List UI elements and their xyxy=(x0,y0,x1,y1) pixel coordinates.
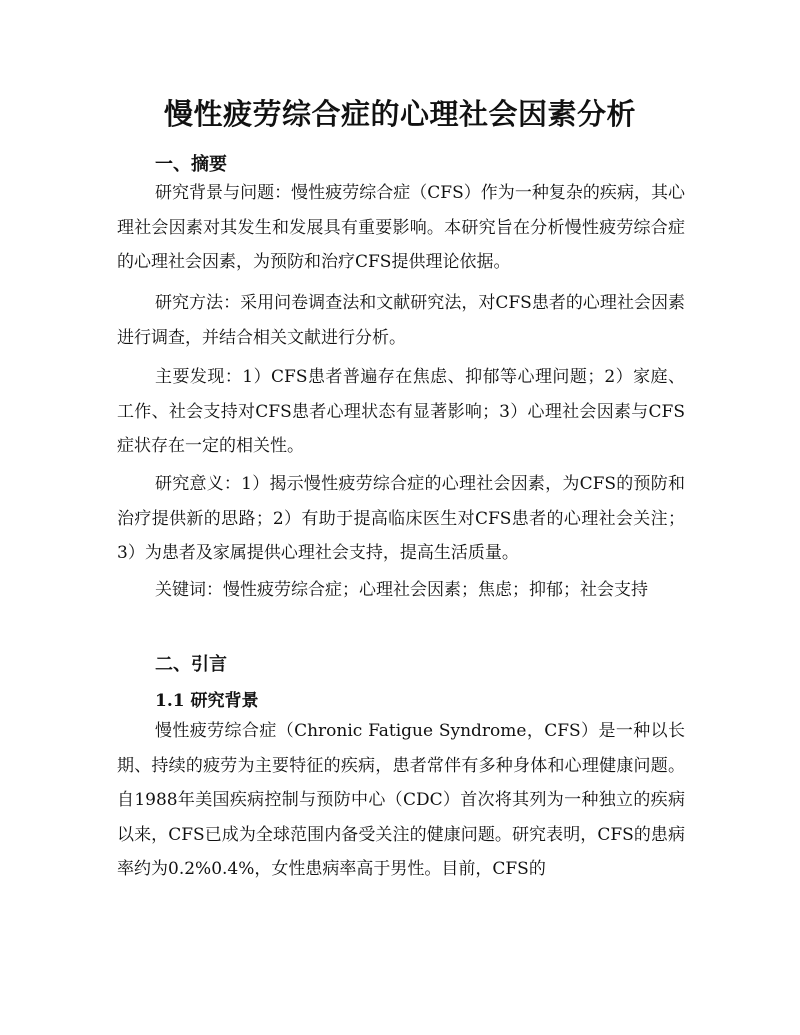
abstract-background-paragraph: 研究背景与问题：慢性疲劳综合症（CFS）作为一种复杂的疾病，其心理社会因素对其发生和发展具有重要影响。本研究旨在分析慢性疲劳综合症的心理社会因素，为预防和治疗CFS提供理论依据。 xyxy=(117,183,685,272)
abstract-methods-paragraph: 研究方法：采用问卷调查法和文献研究法，对CFS患者的心理社会因素进行调查，并结合相关文献进行分析。 xyxy=(117,293,685,348)
section-heading-introduction: 二、引言 xyxy=(155,654,227,675)
abstract-keywords-paragraph: 关键词：慢性疲劳综合症；心理社会因素；焦虑；抑郁；社会支持 xyxy=(155,580,648,600)
subsection-heading-background: 1.1 研究背景 xyxy=(155,691,259,711)
section-heading-abstract: 一、摘要 xyxy=(155,154,227,175)
abstract-findings-paragraph: 主要发现：1）CFS患者普遍存在焦虑、抑郁等心理问题；2）家庭、工作、社会支持对CFS患者心理状态有显著影响；3）心理社会因素与CFS症状存在一定的相关性。 xyxy=(117,367,685,456)
introduction-background-paragraph: 慢性疲劳综合症（Chronic Fatigue Syndrome，CFS）是一种以长期、持续的疲劳为主要特征的疾病，患者常伴有多种身体和心理健康问题。自1988年美国疾病控制与预防中心（CDC）首次将其列为一种独立的疾病以来，CFS已成为全球范围内备受关注的健康问题。研究表明，CFS的患病率约为0.2%0.4%，女性患病率高于男性。目前，CFS的 xyxy=(117,721,685,879)
document-title: 慢性疲劳综合症的心理社会因素分析 xyxy=(163,97,636,131)
abstract-significance-paragraph: 研究意义：1）揭示慢性疲劳综合症的心理社会因素，为CFS的预防和治疗提供新的思路；2）有助于提高临床医生对CFS患者的心理社会关注；3）为患者及家属提供心理社会支持，提高生活质量。 xyxy=(117,474,685,563)
